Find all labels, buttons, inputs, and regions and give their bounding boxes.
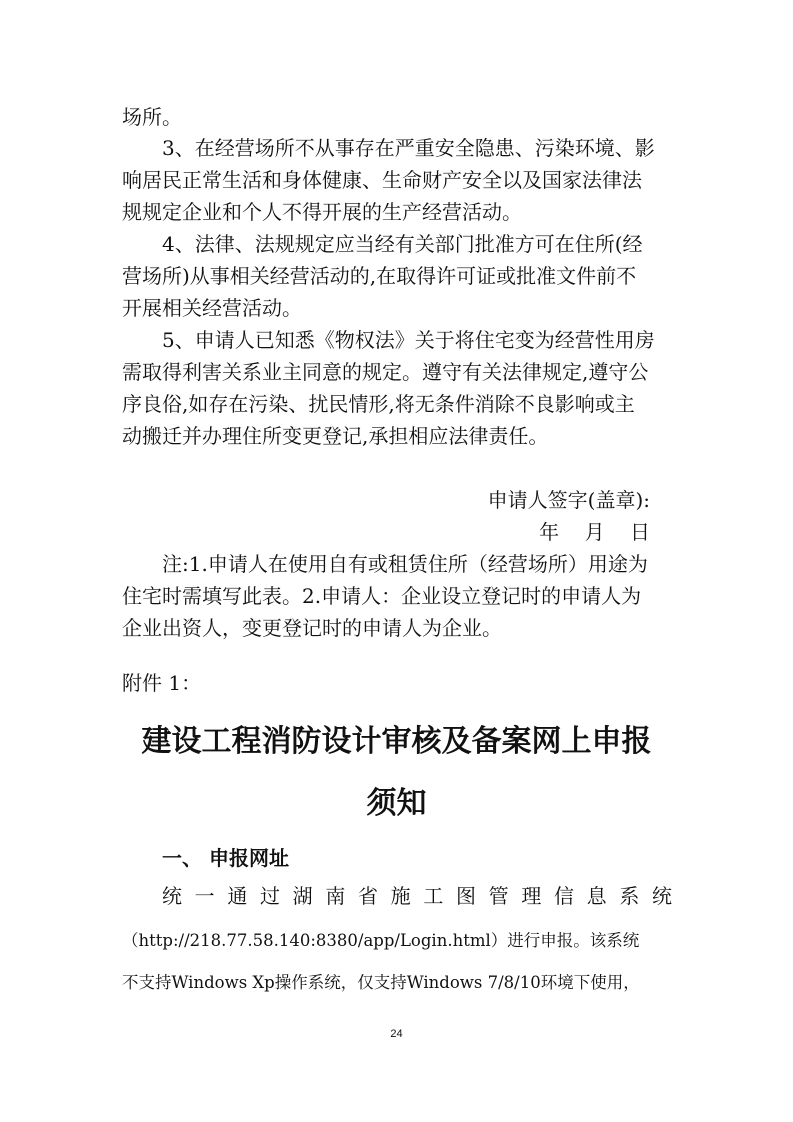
body-line-1: 场所。 (122, 105, 182, 129)
url-paragraph-line-3: 不支持Windows Xp操作系统，仅支持Windows 7/8/10环境下使用， (122, 973, 640, 992)
note-line-3: 企业出资人，变更登记时的申请人为企业。 (122, 616, 502, 640)
page-number: 24 (390, 1028, 403, 1040)
body-line-7: 开展相关经营活动。 (122, 296, 302, 320)
body-line-5: 4、法律、法规规定应当经有关部门批准方可在住所(经 (162, 232, 643, 256)
url-paragraph-line-2: （http://218.77.58.140:8380/app/Login.html）进行申报。该系统 (122, 931, 640, 950)
body-line-9: 需取得利害关系业主同意的规定。遵守有关法律规定,遵守公 (122, 360, 649, 384)
signature-date: 年 月 日 (539, 520, 650, 544)
url-paragraph-line-1: 统一通过湖南省施工图管理信息系统 (162, 884, 672, 908)
body-line-2: 3、在经营场所不从事存在严重安全隐患、污染环境、影 (162, 136, 655, 160)
body-line-3: 响居民正常生活和身体健康、生命财产安全以及国家法律法 (122, 168, 642, 192)
attachment-label: 附件 1： (122, 671, 202, 695)
attachment-title-line-1: 建设工程消防设计审核及备案网上申报 (141, 724, 652, 759)
body-line-10: 序良俗,如存在污染、扰民情形,将无条件消除不良影响或主 (122, 392, 635, 416)
signature-label: 申请人签字(盖章): (487, 488, 650, 512)
body-line-8: 5、申请人已知悉《物权法》关于将住宅变为经营性用房 (162, 328, 655, 352)
attachment-title-line-2: 须知 (366, 786, 427, 821)
body-line-4: 规规定企业和个人不得开展的生产经营活动。 (122, 200, 522, 224)
note-line-2: 住宅时需填写此表。2.申请人：企业设立登记时的申请人为 (122, 584, 642, 608)
section-heading-url: 一、 申报网址 (162, 846, 289, 870)
note-line-1: 注:1.申请人在使用自有或租赁住所（经营场所）用途为 (162, 552, 648, 576)
body-line-6: 营场所)从事相关经营活动的,在取得许可证或批准文件前不 (122, 264, 637, 288)
body-line-11: 动搬迁并办理住所变更登记,承担相应法律责任。 (122, 424, 549, 448)
